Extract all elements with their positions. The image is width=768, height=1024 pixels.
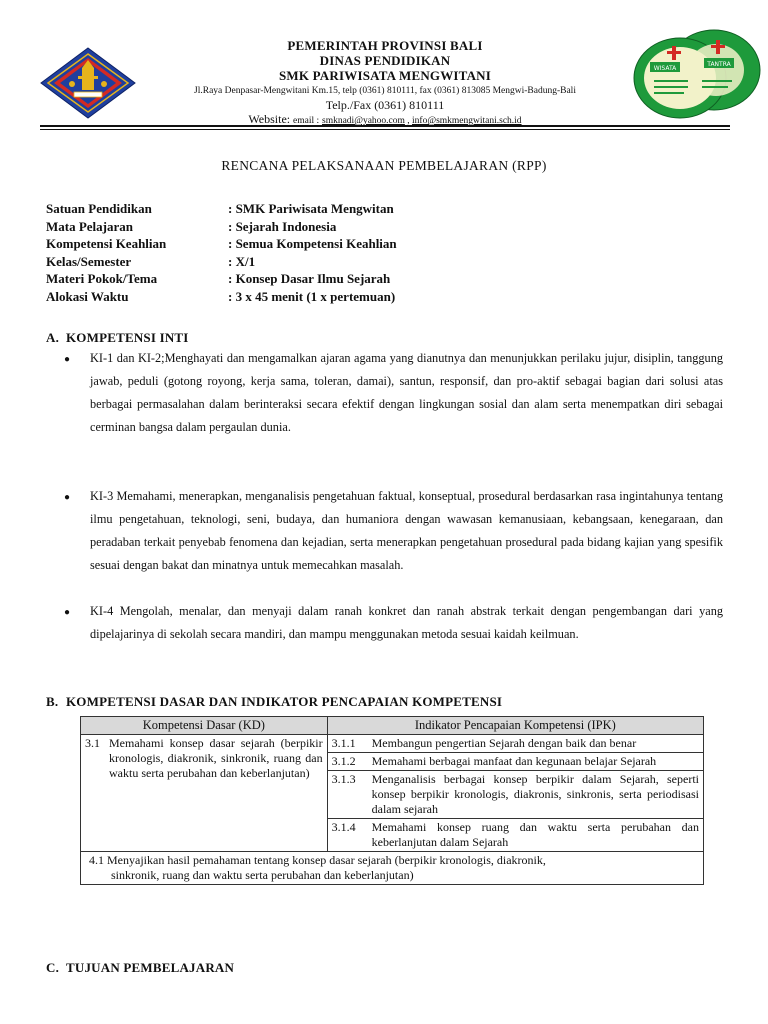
email-label: email : [293, 116, 320, 126]
ipk-text: Memahami berbagai manfaat dan kegunaan belajar Sejarah [371, 754, 657, 768]
ki-3-text: KI-3 Memahami, menerapkan, menganalisis pengetahuan faktual, konseptual, prosedural berdasarkan rasa ingintahunya tentang ilmu pengetahuan, teknologi, seni, budaya, dan humaniora dengan wawasan kemanusiaan, kebangsaan, kenegaraan, dan peradaban terkait penyebab fenomena dan kejadian, serta menerapkan pengetahuan prosedural pada bidang kajian yang spesifik sesuai dengan bakat dan minatnya untuk memecahkan masalah. [90, 489, 723, 572]
letterhead-rule-thick [40, 125, 730, 127]
ki-item [90, 600, 723, 646]
identity-row [46, 219, 646, 237]
letterhead-telp: Telp./Fax (0361) 810111 [325, 98, 445, 112]
identity-value: : 3 x 45 menit (1 x pertemuan) [228, 288, 396, 304]
identity-row [46, 236, 646, 254]
kd-ipk-table [80, 716, 704, 885]
ipk-number: 3.1.1 [331, 736, 356, 750]
identity-value: : Semua Kompetensi Keahlian [228, 236, 397, 252]
school-logo-icon [630, 26, 762, 122]
email-link-2[interactable]: info@smkmengwitani.sch.id [412, 116, 522, 126]
section-b-heading [46, 694, 502, 710]
ipk-number: 3.1.3 [331, 772, 356, 786]
letterhead [140, 38, 630, 128]
bullet-icon: ● [64, 354, 71, 365]
document-title: RENCANA PELAKSANAAN PEMBELAJARAN (RPP) [221, 158, 547, 173]
table-header-ipk: Indikator Pencapaian Kompetensi (IPK) [327, 717, 703, 735]
ki-1-2-text: KI-1 dan KI-2;Menghayati dan mengamalkan ajaran agama yang dianutnya dan menunjukkan perilaku jujur, disiplin, tanggung jawab, peduli (gotong royong, kerja sama, toleran, damai), santun, responsif, dan pro-aktif sebagai bagian dari solusi atas berbagai permasalahan dalam berinteraksi secara efektif dengan lingkungan sosial dan alam serta menempatkan diri sebagai cerminan bangsa dalam pergaulan dunia. [90, 351, 723, 434]
ipk-cell [327, 819, 703, 852]
section-a-number: A. [46, 330, 60, 345]
letterhead-rule-thin [40, 129, 730, 130]
section-c-number: C. [46, 960, 60, 975]
kd-cell [81, 735, 328, 852]
identity-label: Kompetensi Keahlian [46, 236, 167, 252]
identity-row [46, 289, 646, 307]
identity-row [46, 254, 646, 272]
bullet-icon: ● [64, 492, 71, 503]
identity-value: : Sejarah Indonesia [228, 218, 337, 234]
section-b-number: B. [46, 694, 59, 709]
ipk-text: Memahami konsep ruang dan waktu serta perubahan dan keberlanjutan dalam Sejarah [371, 820, 699, 849]
kd-number: 3.1 [85, 736, 100, 750]
identity-label: Kelas/Semester [46, 253, 132, 269]
ki-item [90, 347, 723, 439]
section-a-title: KOMPETENSI INTI [66, 330, 189, 345]
identity-block [46, 201, 646, 307]
kd-text: Memahami konsep dasar sejarah (berpikir kronologis, diakronik, sinkronik, ruang dan waktu serta perubahan dan keberlanjutan) [109, 736, 323, 780]
ipk-number: 3.1.4 [331, 820, 356, 834]
identity-value: : Konsep Dasar Ilmu Sejarah [228, 271, 391, 287]
table-row [81, 735, 704, 753]
email-separator: , [404, 116, 413, 126]
ki-4-text: KI-4 Mengolah, menalar, dan menyaji dalam ranah konkret dan ranah abstrak terkait dengan pengembangan dari yang dipelajarinya di sekolah secara mandiri, dan mampu menggunakan metoda sesuai kaidah keilmuan. [90, 604, 723, 641]
kd-4-1-line-2: sinkronik, ruang dan waktu serta perubahan dan keberlanjutan) [111, 868, 414, 882]
identity-label: Alokasi Waktu [46, 288, 129, 304]
identity-label: Mata Pelajaran [46, 218, 134, 234]
ipk-number: 3.1.2 [331, 754, 356, 768]
letterhead-government: PEMERINTAH PROVINSI BALI [287, 38, 483, 53]
identity-row [46, 271, 646, 289]
section-a-heading [46, 330, 189, 346]
section-c-title: TUJUAN PEMBELAJARAN [66, 960, 235, 975]
bullet-icon: ● [64, 607, 71, 618]
section-b-title: KOMPETENSI DASAR DAN INDIKATOR PENCAPAIAN KOMPETENSI [66, 694, 503, 709]
identity-label: Satuan Pendidikan [46, 201, 152, 216]
section-c-heading [46, 960, 234, 976]
letterhead-agency: DINAS PENDIDIKAN [319, 53, 451, 68]
logo-text-wisata: WISATA [653, 65, 677, 72]
ipk-text: Membangun pengertian Sejarah dengan baik dan benar [371, 736, 637, 750]
ki-item [90, 485, 723, 577]
email-link-1[interactable]: smknadi@yahoo.com [322, 116, 405, 126]
bali-province-emblem-icon [38, 46, 138, 120]
table-row [81, 852, 704, 885]
website-label: Website: [248, 112, 291, 126]
ipk-cell [327, 771, 703, 819]
identity-label: Materi Pokok/Tema [46, 271, 158, 287]
letterhead-school: SMK PARIWISATA MENGWITANI [278, 68, 492, 83]
table-header-row [81, 717, 704, 735]
ipk-cell [327, 735, 703, 753]
identity-value: : SMK Pariwisata Mengwitan [228, 201, 394, 216]
ipk-text: Menganalisis berbagai konsep berpikir dalam Sejarah, seperti konsep berpikir kronologis, diakronis, sinkronis, serta periodisasi dalam sejarah [371, 772, 699, 816]
table-header-kd: Kompetensi Dasar (KD) [81, 717, 328, 735]
identity-value: : X/1 [228, 253, 256, 269]
kd-4-1-cell [81, 852, 704, 885]
kd-4-1-line-1: 4.1 Menyajikan hasil pemahaman tentang konsep dasar sejarah (berpikir kronologis, diakronik, [89, 853, 546, 867]
ipk-cell [327, 753, 703, 771]
logo-text-tantra: TANTRA [707, 61, 731, 68]
letterhead-address: Jl.Raya Denpasar-Mengwitani Km.15, telp (0361) 810111, fax (0361) 813085 Mengwi-Badung-Bali [194, 86, 576, 96]
identity-row [46, 201, 646, 219]
